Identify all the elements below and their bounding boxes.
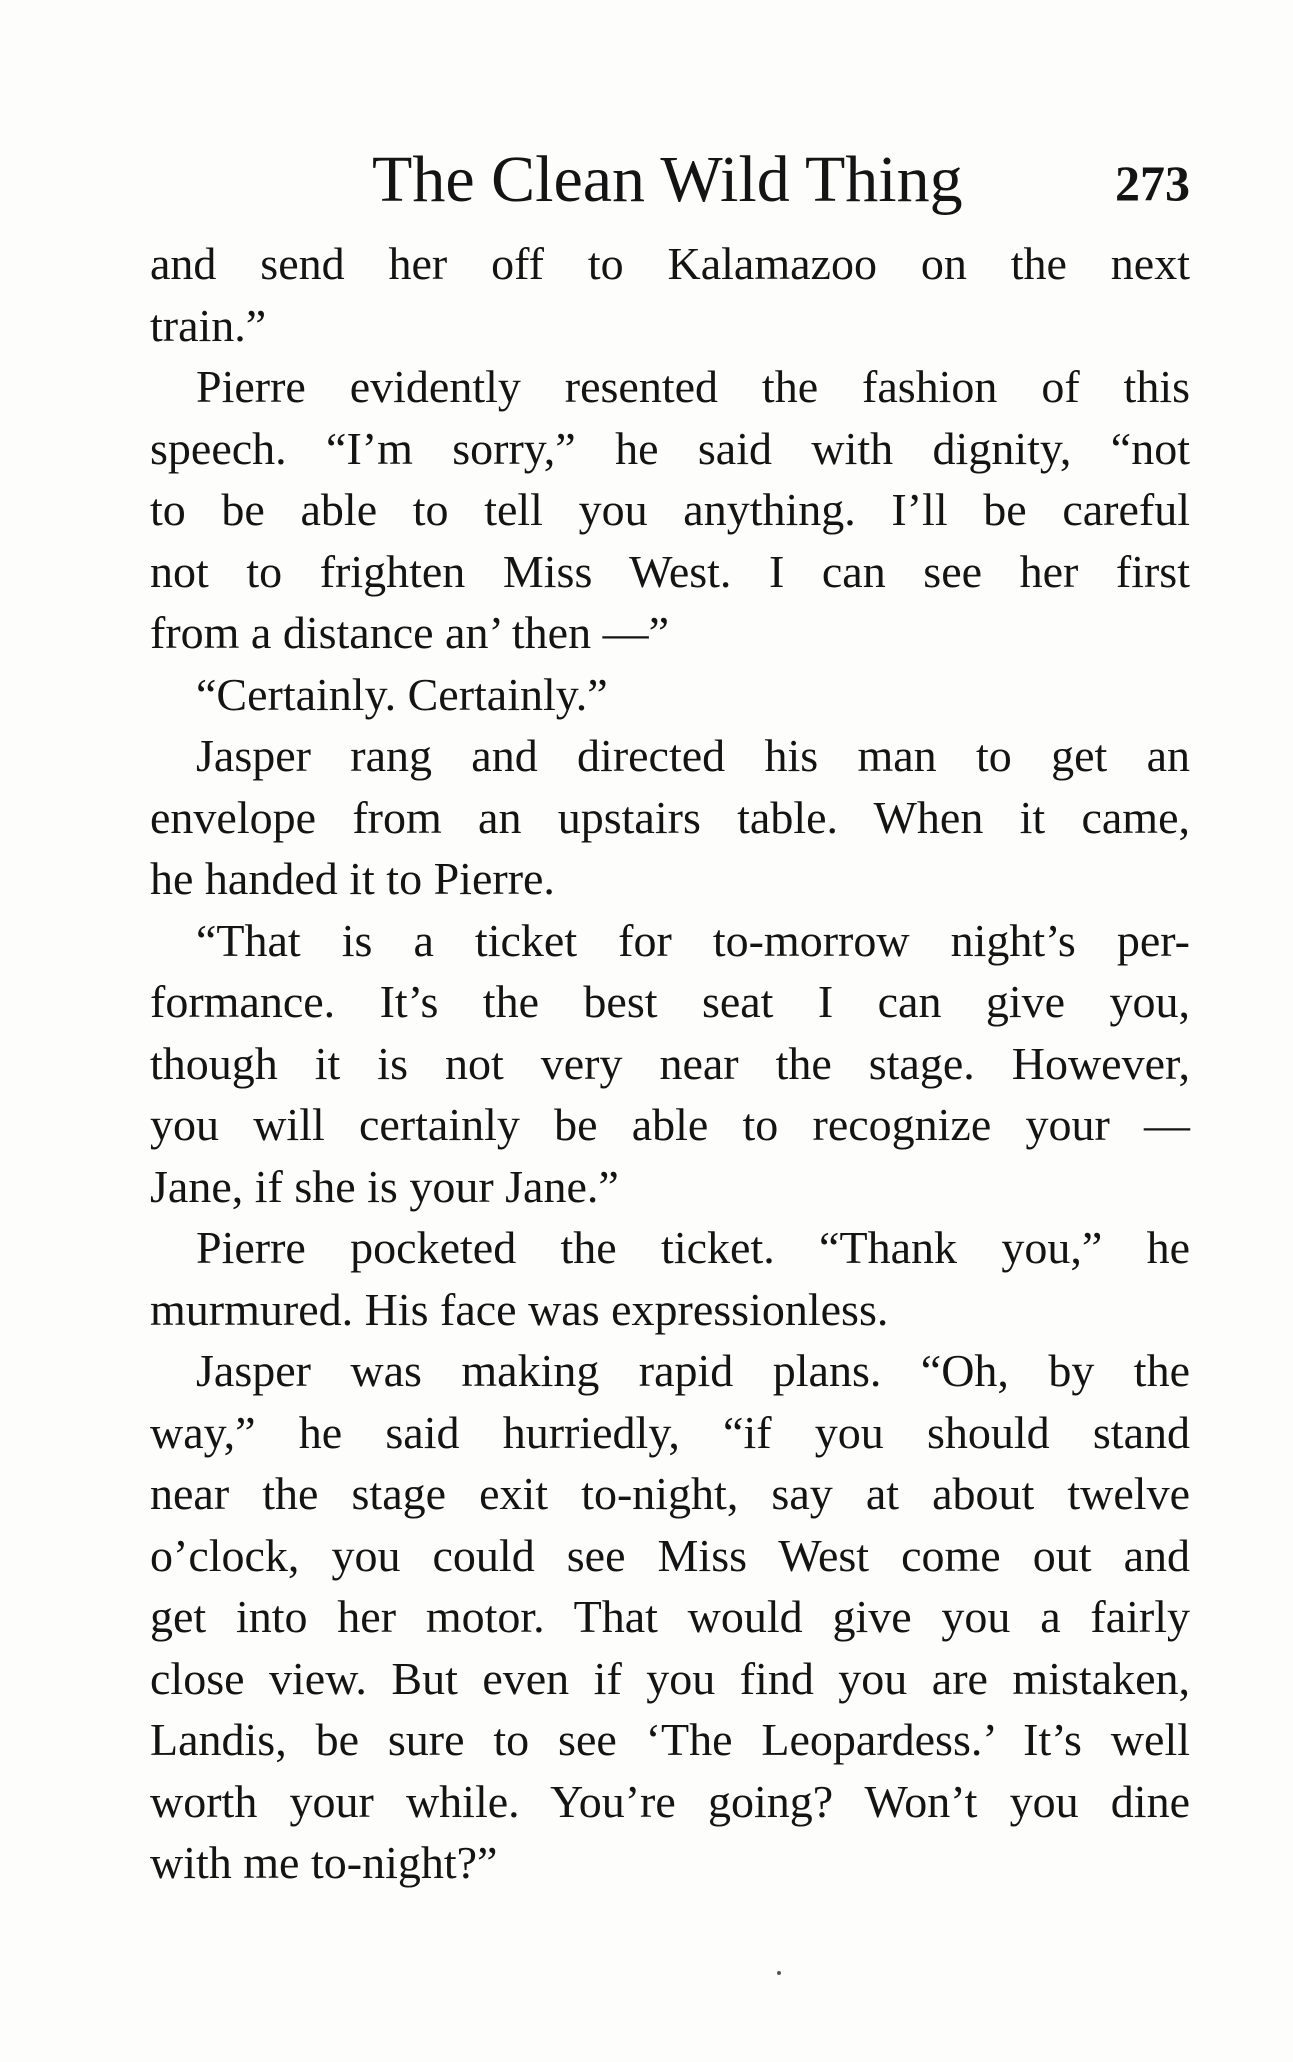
text-line: “That is a ticket for to-morrow night’s per- (196, 914, 1190, 966)
text-line: not to frighten Miss West. I can see her first (150, 545, 1190, 597)
text-line: near the stage exit to-night, say at about twelve (150, 1468, 1190, 1519)
page-number: 273 (1115, 155, 1190, 211)
text-line: from a distance an’ then —” (150, 607, 669, 658)
text-line: o’clock, you could see Miss West come out and (150, 1529, 1190, 1581)
text-line: train.” (150, 299, 267, 351)
text-line: envelope from an upstairs table. When it came, (150, 791, 1190, 843)
text-line: Jane, if she is your Jane.” (150, 1160, 619, 1212)
text-line: Pierre pocketed the ticket. “Thank you,” he (196, 1222, 1190, 1273)
text-line: worth your while. You’re going? Won’t you dine (150, 1775, 1190, 1827)
text-line: he handed it to Pierre. (150, 853, 555, 904)
text-line: murmured. His face was expressionless. (150, 1283, 889, 1335)
text-line: get into her motor. That would give you a fairly (150, 1591, 1190, 1642)
body-text (150, 233, 1190, 1894)
text-line: formance. It’s the best seat I can give you, (150, 976, 1190, 1027)
text-line: you will certainly be able to recognize your — (150, 1099, 1190, 1150)
text-line: way,” he said hurriedly, “if you should stand (150, 1406, 1190, 1458)
text-line: and send her off to Kalamazoo on the next (150, 238, 1190, 289)
text-line: Pierre evidently resented the fashion of this (196, 361, 1190, 412)
text-line: speech. “I’m sorry,” he said with dignity, “not (150, 422, 1190, 474)
text-line: Jasper rang and directed his man to get an (196, 730, 1190, 781)
running-title: The Clean Wild Thing (372, 143, 963, 216)
text-line: “Certainly. Certainly.” (196, 668, 608, 720)
text-line: to be able to tell you anything. I’ll be careful (150, 484, 1190, 535)
text-line: with me to-night?” (150, 1837, 498, 1888)
print-speck (777, 1971, 781, 1975)
text-line: though it is not very near the stage. However, (150, 1037, 1190, 1089)
running-head (150, 140, 1190, 220)
text-line: close view. But even if you find you are mistaken, (150, 1652, 1190, 1704)
text-line: Jasper was making rapid plans. “Oh, by the (196, 1345, 1190, 1396)
text-line: Landis, be sure to see ‘The Leopardess.’ It’s well (150, 1714, 1190, 1765)
